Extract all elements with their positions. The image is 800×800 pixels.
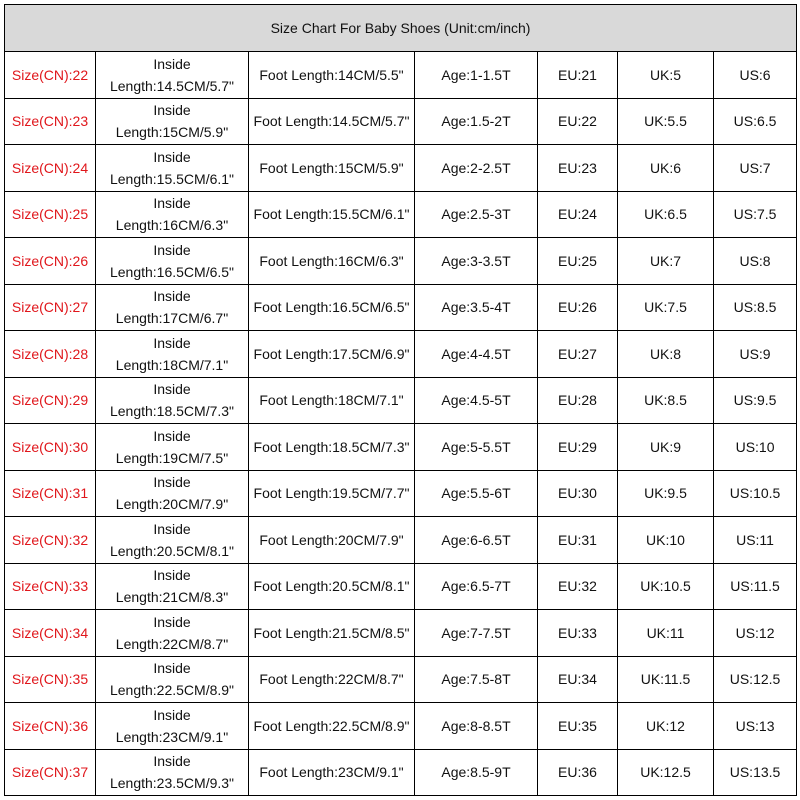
- table-row: [5, 656, 797, 703]
- age-cell: Age:5-5.5T: [415, 424, 538, 471]
- foot-length-cell: Foot Length:17.5CM/6.9": [249, 331, 415, 378]
- age-cell: Age:2-2.5T: [415, 145, 538, 192]
- inside-length-cell: Inside Length:20CM/7.9": [96, 470, 249, 517]
- uk-size-cell: UK:12: [618, 703, 714, 750]
- table-row: [5, 145, 797, 192]
- inside-length-cell: Inside Length:18CM/7.1": [96, 331, 249, 378]
- uk-size-cell: UK:6.5: [618, 191, 714, 238]
- age-cell: Age:7.5-8T: [415, 656, 538, 703]
- size-cn-cell: Size(CN):26: [5, 238, 96, 285]
- us-size-cell: US:11.5: [714, 563, 797, 610]
- age-cell: Age:7-7.5T: [415, 610, 538, 657]
- table-row: [5, 610, 797, 657]
- size-cn-cell: Size(CN):36: [5, 703, 96, 750]
- foot-length-cell: Foot Length:22.5CM/8.9": [249, 703, 415, 750]
- table-row: [5, 377, 797, 424]
- uk-size-cell: UK:6: [618, 145, 714, 192]
- size-cn-cell: Size(CN):30: [5, 424, 96, 471]
- age-cell: Age:5.5-6T: [415, 470, 538, 517]
- inside-length-cell: Inside Length:22.5CM/8.9": [96, 656, 249, 703]
- table-row: [5, 470, 797, 517]
- us-size-cell: US:12: [714, 610, 797, 657]
- eu-size-cell: EU:31: [538, 517, 618, 564]
- uk-size-cell: UK:5: [618, 52, 714, 99]
- inside-length-cell: Inside Length:20.5CM/8.1": [96, 517, 249, 564]
- table-row: [5, 703, 797, 750]
- age-cell: Age:8.5-9T: [415, 749, 538, 796]
- eu-size-cell: EU:21: [538, 52, 618, 99]
- eu-size-cell: EU:23: [538, 145, 618, 192]
- uk-size-cell: UK:9: [618, 424, 714, 471]
- table-row: [5, 191, 797, 238]
- eu-size-cell: EU:34: [538, 656, 618, 703]
- foot-length-cell: Foot Length:18.5CM/7.3": [249, 424, 415, 471]
- us-size-cell: US:13.5: [714, 749, 797, 796]
- size-cn-cell: Size(CN):32: [5, 517, 96, 564]
- inside-length-cell: Inside Length:15CM/5.9": [96, 98, 249, 145]
- foot-length-cell: Foot Length:23CM/9.1": [249, 749, 415, 796]
- inside-length-cell: Inside Length:16.5CM/6.5": [96, 238, 249, 285]
- foot-length-cell: Foot Length:16.5CM/6.5": [249, 284, 415, 331]
- size-cn-cell: Size(CN):35: [5, 656, 96, 703]
- eu-size-cell: EU:32: [538, 563, 618, 610]
- table-row: [5, 424, 797, 471]
- table-row: [5, 517, 797, 564]
- inside-length-cell: Inside Length:17CM/6.7": [96, 284, 249, 331]
- us-size-cell: US:7: [714, 145, 797, 192]
- eu-size-cell: EU:28: [538, 377, 618, 424]
- age-cell: Age:3.5-4T: [415, 284, 538, 331]
- title-row: [5, 5, 797, 52]
- age-cell: Age:8-8.5T: [415, 703, 538, 750]
- foot-length-cell: Foot Length:22CM/8.7": [249, 656, 415, 703]
- uk-size-cell: UK:11.5: [618, 656, 714, 703]
- eu-size-cell: EU:35: [538, 703, 618, 750]
- eu-size-cell: EU:36: [538, 749, 618, 796]
- uk-size-cell: UK:10.5: [618, 563, 714, 610]
- inside-length-cell: Inside Length:15.5CM/6.1": [96, 145, 249, 192]
- eu-size-cell: EU:29: [538, 424, 618, 471]
- table-row: [5, 238, 797, 285]
- age-cell: Age:2.5-3T: [415, 191, 538, 238]
- age-cell: Age:4-4.5T: [415, 331, 538, 378]
- us-size-cell: US:6: [714, 52, 797, 99]
- age-cell: Age:1-1.5T: [415, 52, 538, 99]
- inside-length-cell: Inside Length:21CM/8.3": [96, 563, 249, 610]
- foot-length-cell: Foot Length:15CM/5.9": [249, 145, 415, 192]
- size-cn-cell: Size(CN):28: [5, 331, 96, 378]
- foot-length-cell: Foot Length:19.5CM/7.7": [249, 470, 415, 517]
- table-row: [5, 52, 797, 99]
- uk-size-cell: UK:5.5: [618, 98, 714, 145]
- size-cn-cell: Size(CN):23: [5, 98, 96, 145]
- size-cn-cell: Size(CN):22: [5, 52, 96, 99]
- inside-length-cell: Inside Length:18.5CM/7.3": [96, 377, 249, 424]
- eu-size-cell: EU:30: [538, 470, 618, 517]
- uk-size-cell: UK:9.5: [618, 470, 714, 517]
- foot-length-cell: Foot Length:20CM/7.9": [249, 517, 415, 564]
- uk-size-cell: UK:8.5: [618, 377, 714, 424]
- age-cell: Age:6-6.5T: [415, 517, 538, 564]
- uk-size-cell: UK:7.5: [618, 284, 714, 331]
- us-size-cell: US:9: [714, 331, 797, 378]
- us-size-cell: US:11: [714, 517, 797, 564]
- table-row: [5, 98, 797, 145]
- size-chart: [4, 4, 796, 796]
- foot-length-cell: Foot Length:20.5CM/8.1": [249, 563, 415, 610]
- foot-length-cell: Foot Length:18CM/7.1": [249, 377, 415, 424]
- size-table: [4, 4, 797, 796]
- us-size-cell: US:10: [714, 424, 797, 471]
- uk-size-cell: UK:7: [618, 238, 714, 285]
- inside-length-cell: Inside Length:14.5CM/5.7": [96, 52, 249, 99]
- foot-length-cell: Foot Length:21.5CM/8.5": [249, 610, 415, 657]
- eu-size-cell: EU:27: [538, 331, 618, 378]
- size-cn-cell: Size(CN):27: [5, 284, 96, 331]
- table-row: [5, 563, 797, 610]
- us-size-cell: US:9.5: [714, 377, 797, 424]
- uk-size-cell: UK:12.5: [618, 749, 714, 796]
- size-cn-cell: Size(CN):33: [5, 563, 96, 610]
- eu-size-cell: EU:24: [538, 191, 618, 238]
- age-cell: Age:6.5-7T: [415, 563, 538, 610]
- inside-length-cell: Inside Length:16CM/6.3": [96, 191, 249, 238]
- foot-length-cell: Foot Length:14.5CM/5.7": [249, 98, 415, 145]
- eu-size-cell: EU:22: [538, 98, 618, 145]
- foot-length-cell: Foot Length:14CM/5.5": [249, 52, 415, 99]
- uk-size-cell: UK:8: [618, 331, 714, 378]
- table-row: [5, 284, 797, 331]
- table-body: [5, 52, 797, 796]
- us-size-cell: US:10.5: [714, 470, 797, 517]
- us-size-cell: US:8: [714, 238, 797, 285]
- size-cn-cell: Size(CN):25: [5, 191, 96, 238]
- us-size-cell: US:8.5: [714, 284, 797, 331]
- uk-size-cell: UK:11: [618, 610, 714, 657]
- inside-length-cell: Inside Length:23CM/9.1": [96, 703, 249, 750]
- size-cn-cell: Size(CN):29: [5, 377, 96, 424]
- size-cn-cell: Size(CN):24: [5, 145, 96, 192]
- foot-length-cell: Foot Length:16CM/6.3": [249, 238, 415, 285]
- table-row: [5, 331, 797, 378]
- table-row: [5, 749, 797, 796]
- uk-size-cell: UK:10: [618, 517, 714, 564]
- inside-length-cell: Inside Length:19CM/7.5": [96, 424, 249, 471]
- size-cn-cell: Size(CN):31: [5, 470, 96, 517]
- age-cell: Age:1.5-2T: [415, 98, 538, 145]
- eu-size-cell: EU:33: [538, 610, 618, 657]
- inside-length-cell: Inside Length:23.5CM/9.3": [96, 749, 249, 796]
- us-size-cell: US:6.5: [714, 98, 797, 145]
- size-cn-cell: Size(CN):37: [5, 749, 96, 796]
- eu-size-cell: EU:26: [538, 284, 618, 331]
- eu-size-cell: EU:25: [538, 238, 618, 285]
- us-size-cell: US:13: [714, 703, 797, 750]
- size-cn-cell: Size(CN):34: [5, 610, 96, 657]
- foot-length-cell: Foot Length:15.5CM/6.1": [249, 191, 415, 238]
- inside-length-cell: Inside Length:22CM/8.7": [96, 610, 249, 657]
- chart-title: Size Chart For Baby Shoes (Unit:cm/inch): [5, 5, 797, 52]
- age-cell: Age:3-3.5T: [415, 238, 538, 285]
- age-cell: Age:4.5-5T: [415, 377, 538, 424]
- us-size-cell: US:12.5: [714, 656, 797, 703]
- us-size-cell: US:7.5: [714, 191, 797, 238]
